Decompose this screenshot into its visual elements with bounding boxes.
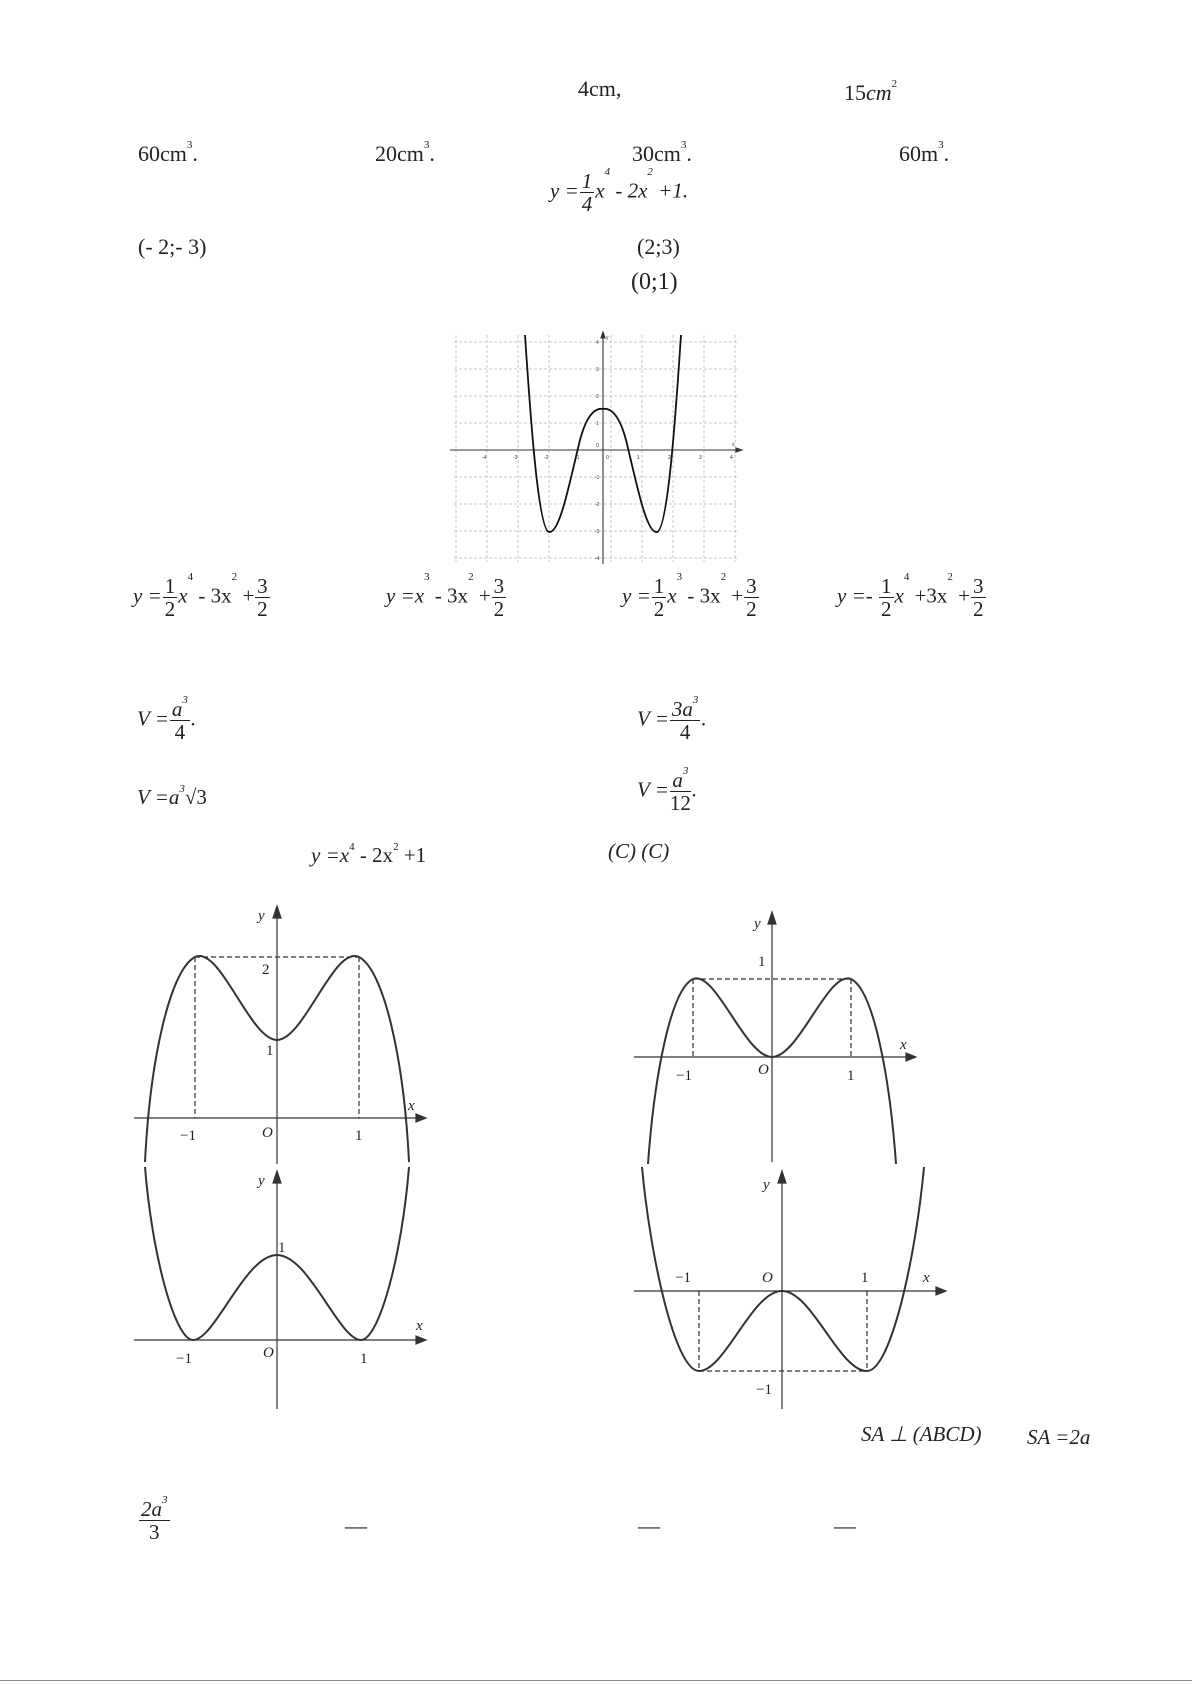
graph-a-tick-plus1: 1 [355,1128,363,1144]
q6-condition-2: SA =2a [1027,1425,1091,1449]
q5-graph-b[interactable] [130,1165,430,1420]
q6-option-d-placeholder[interactable]: — [834,1513,856,1538]
graph-a-tick-2: 2 [262,962,270,978]
graph-c-origin-label: O [758,1062,769,1078]
svg-text:-2: -2 [544,455,549,461]
graph-a-y-arrow-icon [273,906,281,918]
svg-text:1: 1 [637,455,640,461]
q1-given-edge: 4cm, [578,76,622,101]
q1-option-a[interactable]: $60cm^3$. [138,139,198,166]
q3-option-a[interactable]: y = $\frac{1}{2}$ $x^4 - 3x^2$ + $\frac{3}{2}$ [133,571,268,622]
graph-d-x-label: x [923,1270,930,1286]
graph-a-tick-minus1: −1 [180,1128,196,1144]
q1-option-d[interactable]: $60m^3$. [899,139,950,166]
svg-text:-3: -3 [595,529,600,535]
graph-c-y-label: y [754,916,761,932]
q4-option-c[interactable]: $V =a^3√3$ [137,783,207,809]
graph-b-x-arrow-icon [416,1336,426,1344]
graph-b-y-arrow-icon [273,1171,281,1183]
q2-function: y = $\frac{1}{4}$ $x^4 - 2x^2 +1$. [550,166,689,217]
graph-d-tick-minus1: −1 [675,1270,691,1286]
svg-text:-2: -2 [595,502,600,508]
graph-a-origin-label: O [262,1125,273,1141]
graph-a-x-label: x [408,1098,415,1114]
q3-option-c[interactable]: y = $\frac{1}{2}$ $x^3 - 3x^2$ + $\frac{3}{2}$ [622,571,757,622]
q5-graph-a[interactable] [130,900,430,1170]
svg-text:-4: -4 [482,455,487,461]
graph-b-origin-label: O [263,1345,274,1361]
q6-option-a[interactable]: $\frac{2a^3}{3}$ [141,1494,168,1545]
svg-text:3: 3 [596,367,599,373]
q4-option-b[interactable]: V = $\frac{3a^3}{4}$ . [637,694,707,745]
q3-y-tick-labels [595,340,600,562]
graph-b-tick-plus1: 1 [360,1351,368,1367]
svg-text:-4: -4 [595,556,600,562]
q4-option-d[interactable]: V = $\frac{a^3}{12}$ . [637,765,698,816]
q3-y-arrow-icon [601,332,605,338]
svg-text:4: 4 [596,340,599,346]
q3-x-arrow-icon [736,448,742,452]
svg-text:-3: -3 [513,455,518,461]
q3-axis-x-label: x [732,442,735,448]
graph-d-curve [642,1167,924,1371]
q3-option-b[interactable]: $y =x^3 - 3x^2$ + $\frac{3}{2}$ [386,571,505,622]
q3-axis-y-label: y [606,335,609,341]
q4-option-a[interactable]: V = $\frac{a^3}{4}$ . [137,694,197,745]
q2-fraction: $\frac{1}{4}$ [581,169,593,217]
q2-option-b[interactable]: (2;3) [637,234,680,259]
q2-option-a[interactable]: (- 2;- 3) [138,234,207,259]
graph-a-tick-1: 1 [266,1043,274,1059]
svg-text:-1: -1 [595,475,600,481]
graph-c-tick-1: 1 [758,954,766,970]
q1-option-c[interactable]: $30cm^3$. [632,139,692,166]
svg-text:2: 2 [596,394,599,400]
q1-option-b[interactable]: $20cm^3$. [375,139,435,166]
svg-text:2: 2 [668,455,671,461]
graph-c-x-arrow-icon [906,1053,916,1061]
svg-text:4: 4 [730,455,733,461]
graph-d-tick-y-minus1: −1 [756,1382,772,1398]
q2-option-c[interactable]: (0;1) [631,269,678,295]
q5-function: $y =x^4 - 2x^2 +1$ [311,841,427,867]
graph-d-x-arrow-icon [936,1287,946,1295]
q5-curve-marks: (C) (C) [608,839,670,863]
q3-grid-graph [448,330,744,566]
svg-text:0: 0 [606,455,609,461]
svg-text:-1: -1 [575,455,580,461]
graph-d-guides [699,1291,867,1371]
graph-d-origin-label: O [762,1270,773,1286]
page-bottom-rule [0,1680,1192,1681]
graph-c-x-label: x [900,1037,907,1053]
q6-option-c-placeholder[interactable]: — [638,1513,660,1538]
q3-x-tick-labels [482,455,733,461]
graph-b-y-label: y [258,1173,265,1189]
q5-graph-d[interactable] [630,1165,960,1415]
graph-d-tick-plus1: 1 [861,1270,869,1286]
graph-c-y-arrow-icon [768,912,776,924]
q6-condition-1: SA ⊥ (ABCD) [861,1422,982,1446]
svg-text:0: 0 [596,443,599,449]
graph-c-tick-minus1: −1 [676,1068,692,1084]
graph-b-tick-1: 1 [278,1240,286,1256]
graph-d-y-arrow-icon [778,1171,786,1183]
graph-d-y-label: y [763,1177,770,1193]
graph-a-y-label: y [258,908,265,924]
q5-graph-c[interactable] [630,910,930,1170]
graph-a-x-arrow-icon [416,1114,426,1122]
graph-b-x-label: x [416,1318,423,1334]
q3-option-d[interactable]: y =- $\frac{1}{2}$ $x^4 +3x^2$ + $\frac{3}{2}$ [837,571,984,622]
q1-given-area: $15cm^2$ [844,78,898,105]
q6-option-b-placeholder[interactable]: — [345,1513,367,1538]
svg-text:1: 1 [596,421,599,427]
graph-b-tick-minus1: −1 [176,1351,192,1367]
svg-text:3: 3 [699,455,702,461]
graph-c-tick-plus1: 1 [847,1068,855,1084]
